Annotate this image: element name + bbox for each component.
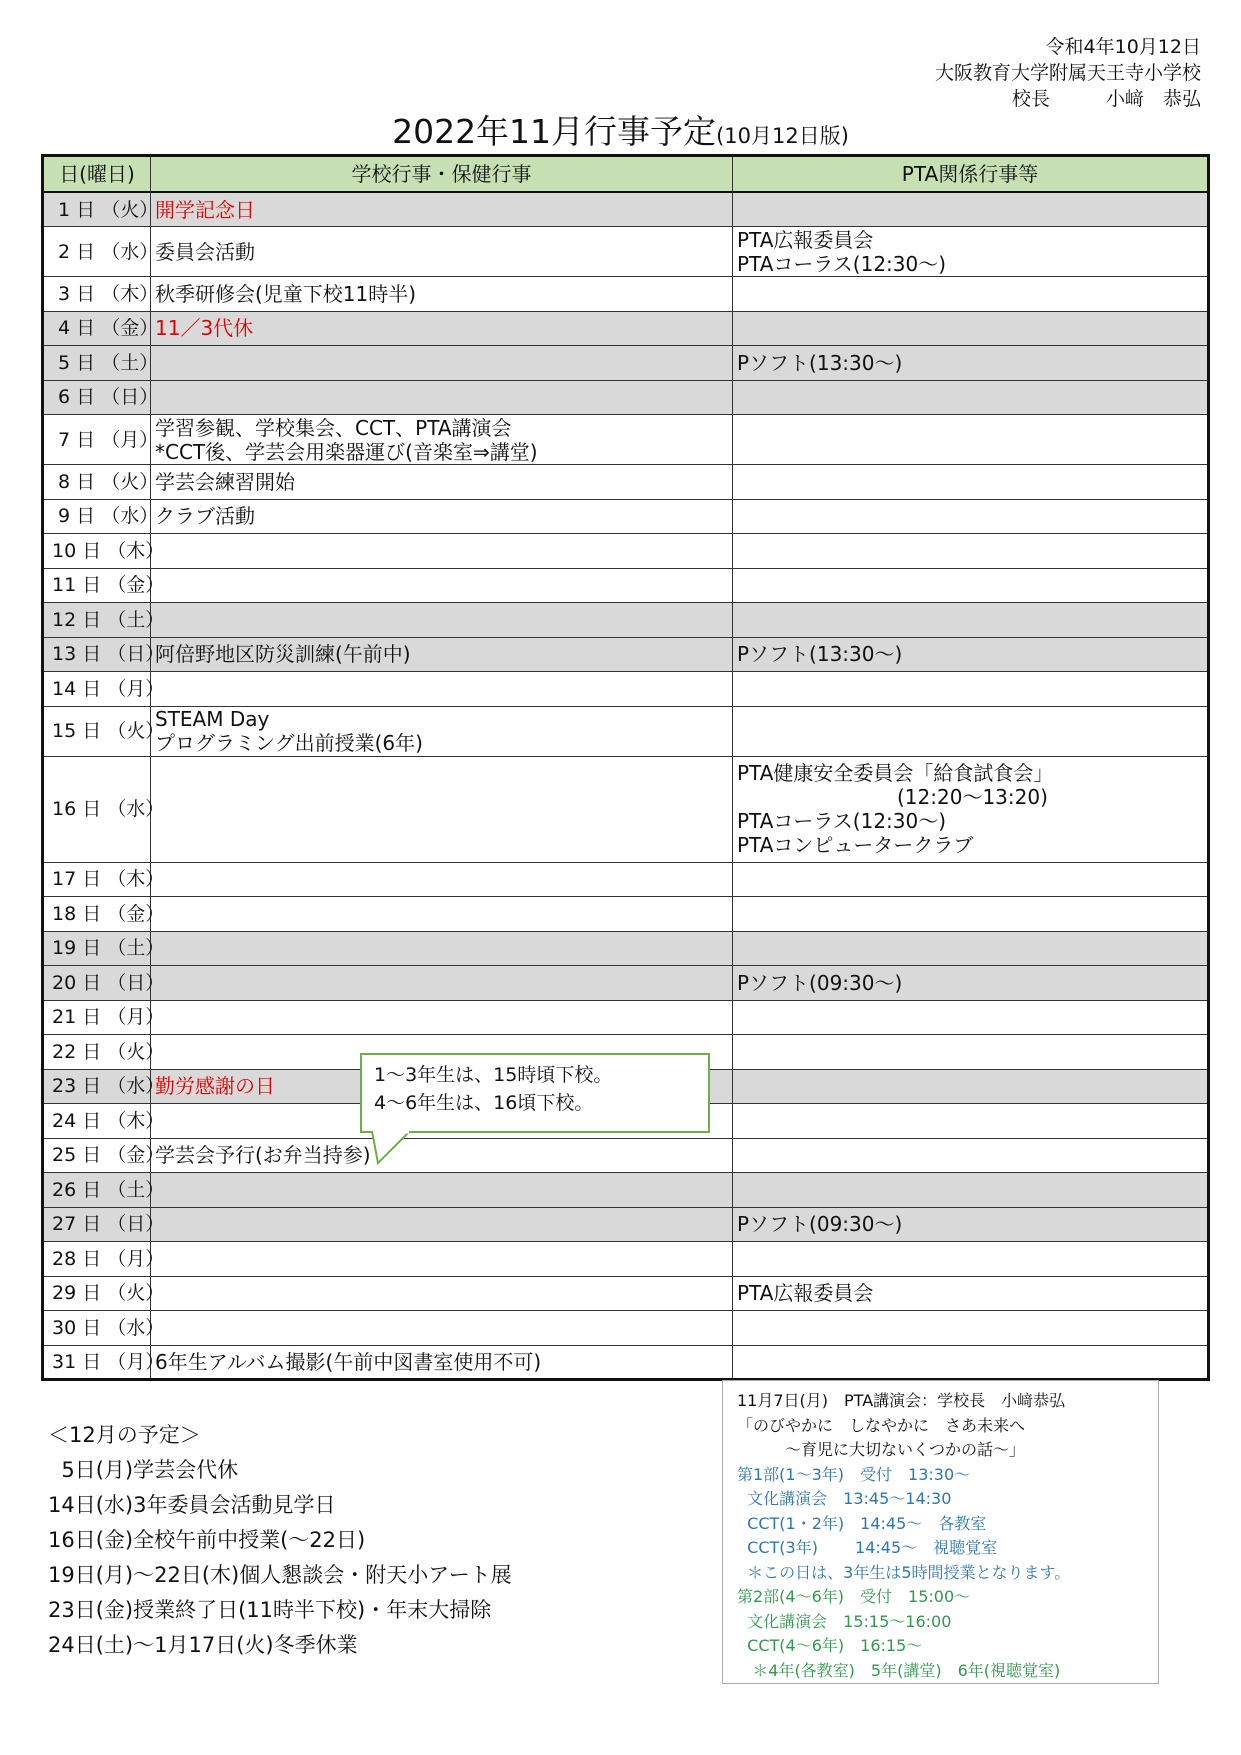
title-main: 2022年11月行事予定	[392, 112, 717, 151]
row-school-event	[151, 1276, 733, 1311]
lecture-line: 「のびやかに しなやかに さあ未来へ	[737, 1415, 1026, 1435]
row-school-event	[151, 415, 733, 465]
row-date: 7 日 （月）	[43, 415, 151, 465]
row-pta-event	[733, 499, 1209, 534]
row-date: 19 日 （土）	[43, 931, 151, 966]
row-date: 2 日 （水）	[43, 227, 151, 277]
table-row	[43, 568, 1209, 603]
row-pta-event	[733, 672, 1209, 707]
table-row	[43, 192, 1209, 227]
table-row	[43, 1276, 1209, 1311]
row-pta-event	[733, 465, 1209, 500]
row-school-event	[151, 672, 733, 707]
row-school-event	[151, 227, 733, 277]
lecture-line: CCT(4～6年) 16:15～	[737, 1636, 923, 1655]
row-school-event	[151, 862, 733, 897]
row-date: 31 日 （月）	[43, 1345, 151, 1380]
school-event-text: 学芸会予行(お弁当持参)	[155, 1143, 371, 1168]
row-school-event	[151, 1173, 733, 1208]
title-version: (10月12日版)	[716, 124, 849, 148]
dismissal-callout	[360, 1053, 710, 1133]
lecture-line: 文化講演会 13:45～14:30	[737, 1489, 952, 1508]
table-row	[43, 1138, 1209, 1173]
row-pta-event	[733, 192, 1209, 227]
row-pta-event	[733, 227, 1209, 277]
december-title: ＜12月の予定＞	[48, 1423, 201, 1447]
school-event-text: 学芸会練習開始	[155, 469, 295, 494]
row-date: 12 日 （土）	[43, 603, 151, 638]
row-pta-event	[733, 603, 1209, 638]
lecture-line: ＊この日は、3年生は5時間授業となります。	[737, 1562, 1071, 1582]
row-date: 30 日 （水）	[43, 1311, 151, 1346]
lecture-line: 第2部(4～6年) 受付 15:00～	[737, 1587, 971, 1606]
issue-date: 令和4年10月12日	[1045, 36, 1201, 58]
lecture-line: 11月7日(月) PTA講演会：学校長 小﨑恭弘	[737, 1391, 1066, 1410]
table-row	[43, 534, 1209, 569]
pta-event-text: PTA広報委員会 PTAコーラス(12:30～)	[737, 227, 947, 276]
table-row	[43, 603, 1209, 638]
lecture-line: ～育児に大切ないくつかの話～」	[737, 1440, 1026, 1459]
row-pta-event	[733, 897, 1209, 932]
document-header	[935, 34, 1201, 112]
row-school-event	[151, 897, 733, 932]
row-pta-event	[733, 1207, 1209, 1242]
row-school-event	[151, 192, 733, 227]
lecture-line: 第1部(1～3年) 受付 13:30～	[737, 1464, 971, 1484]
row-date: 18 日 （金）	[43, 897, 151, 932]
row-pta-event	[733, 931, 1209, 966]
table-row	[43, 897, 1209, 932]
principal	[935, 86, 1201, 112]
row-school-event	[151, 1242, 733, 1277]
row-pta-event	[733, 311, 1209, 346]
school-name: 大阪教育大学附属天王寺小学校	[934, 62, 1201, 84]
row-pta-event	[733, 862, 1209, 897]
table-row	[43, 277, 1209, 312]
lecture-line: CCT(3年) 14:45～ 視聴覚室	[737, 1538, 998, 1557]
table-row	[43, 1242, 1209, 1277]
table-row	[43, 966, 1209, 1001]
pta-event-text: Pソフト(13:30～)	[737, 350, 903, 375]
row-date: 1 日 （火）	[43, 192, 151, 227]
row-school-event	[151, 931, 733, 966]
row-date: 21 日 （月）	[43, 1000, 151, 1035]
row-date: 13 日 （日）	[43, 637, 151, 672]
row-date: 24 日 （木）	[43, 1104, 151, 1139]
row-pta-event	[733, 756, 1209, 862]
row-date: 14 日 （月）	[43, 672, 151, 707]
table-row	[43, 672, 1209, 707]
school-event-text: 委員会活動	[155, 239, 255, 264]
row-school-event	[151, 465, 733, 500]
row-date: 16 日 （水）	[43, 756, 151, 862]
principal-title: 校長	[1011, 88, 1050, 110]
row-pta-event	[733, 380, 1209, 415]
table-row	[43, 1345, 1209, 1380]
row-school-event	[151, 568, 733, 603]
table-row	[43, 380, 1209, 415]
row-date: 4 日 （金）	[43, 311, 151, 346]
table-row	[43, 1207, 1209, 1242]
row-school-event	[151, 499, 733, 534]
school-event-text: 学習参観、学校集会、CCT、PTA講演会 *CCT後、学芸会用楽器運び(音楽室⇒講堂)	[155, 415, 538, 464]
callout-line-1: 1～3年生は、15時頃下校。	[374, 1064, 613, 1086]
table-row	[43, 311, 1209, 346]
row-pta-event	[733, 277, 1209, 312]
table-row	[43, 346, 1209, 381]
row-pta-event	[733, 1345, 1209, 1380]
row-pta-event	[733, 706, 1209, 756]
row-school-event	[151, 637, 733, 672]
row-date: 6 日 （日）	[43, 380, 151, 415]
school-event-text: 秋季研修会(児童下校11時半)	[155, 281, 417, 306]
row-school-event	[151, 277, 733, 312]
row-school-event	[151, 311, 733, 346]
pta-event-text: Pソフト(09:30～)	[737, 970, 903, 995]
row-date: 15 日 （火）	[43, 706, 151, 756]
table-row	[43, 499, 1209, 534]
table-row	[43, 706, 1209, 756]
row-school-event	[151, 1138, 733, 1173]
row-date: 5 日 （土）	[43, 346, 151, 381]
row-pta-event	[733, 568, 1209, 603]
row-school-event	[151, 966, 733, 1001]
school-event-text: 11／3代休	[155, 316, 254, 341]
row-pta-event	[733, 1242, 1209, 1277]
row-school-event	[151, 756, 733, 862]
table-row	[43, 227, 1209, 277]
row-date: 20 日 （日）	[43, 966, 151, 1001]
table-row	[43, 1000, 1209, 1035]
table-row	[43, 1311, 1209, 1346]
row-pta-event	[733, 1000, 1209, 1035]
callout-line-2: 4～6年生は、16頃下校。	[374, 1092, 594, 1114]
row-pta-event	[733, 346, 1209, 381]
row-date: 8 日 （火）	[43, 465, 151, 500]
row-school-event	[151, 346, 733, 381]
pta-event-text: Pソフト(13:30～)	[737, 642, 903, 667]
schedule-table	[41, 154, 1210, 1381]
december-item: 23日(金)授業終了日(11時半下校)・年末大掃除	[48, 1598, 492, 1622]
row-pta-event	[733, 415, 1209, 465]
table-row	[43, 1173, 1209, 1208]
row-school-event	[151, 534, 733, 569]
header-date: 日(曜日)	[43, 156, 151, 193]
table-header-row	[43, 156, 1209, 193]
december-item: 16日(金)全校午前中授業(～22日)	[48, 1528, 366, 1552]
pta-event-text: Pソフト(09:30～)	[737, 1212, 903, 1237]
row-pta-event	[733, 966, 1209, 1001]
row-pta-event	[733, 1311, 1209, 1346]
school-event-text: クラブ活動	[155, 504, 255, 529]
row-date: 27 日 （日）	[43, 1207, 151, 1242]
row-school-event	[151, 1207, 733, 1242]
december-item: 14日(水)3年委員会活動見学日	[48, 1493, 336, 1517]
table-row	[43, 756, 1209, 862]
row-date: 22 日 （火）	[43, 1035, 151, 1070]
lecture-line: ＊4年(各教室) 5年(講堂) 6年(視聴覚室)	[737, 1660, 1061, 1680]
row-date: 25 日 （金）	[43, 1138, 151, 1173]
lecture-info-box	[722, 1380, 1159, 1684]
school-event-text: 阿倍野地区防災訓練(午前中)	[155, 642, 411, 667]
row-pta-event	[733, 534, 1209, 569]
row-date: 3 日 （木）	[43, 277, 151, 312]
pta-event-text: PTA健康安全委員会「給食試食会」 (12:20～13:20) PTAコーラス(12:30～) PTAコンピュータークラブ	[737, 761, 1054, 857]
row-school-event	[151, 380, 733, 415]
row-pta-event	[733, 1173, 1209, 1208]
row-date: 9 日 （水）	[43, 499, 151, 534]
row-date: 26 日 （土）	[43, 1173, 151, 1208]
row-date: 23 日 （水）	[43, 1069, 151, 1104]
header-school-events: 学校行事・保健行事	[151, 156, 733, 193]
table-row	[43, 931, 1209, 966]
december-schedule	[48, 1418, 512, 1663]
school-event-text: 勤労感謝の日	[155, 1074, 275, 1099]
december-item: 19日(月)～22日(木)個人懇談会・附天小アート展	[48, 1563, 512, 1587]
school-event-text: 6年生アルバム撮影(午前中図書室使用不可)	[155, 1349, 542, 1374]
page-title	[0, 112, 1241, 156]
row-pta-event	[733, 1138, 1209, 1173]
row-school-event	[151, 603, 733, 638]
table-row	[43, 465, 1209, 500]
lecture-line: 文化講演会 15:15～16:00	[737, 1611, 952, 1631]
row-school-event	[151, 1345, 733, 1380]
row-school-event	[151, 1311, 733, 1346]
row-pta-event	[733, 637, 1209, 672]
december-item: 24日(土)～1月17日(火)冬季休業	[48, 1633, 358, 1657]
row-date: 28 日 （月）	[43, 1242, 151, 1277]
row-date: 29 日 （火）	[43, 1276, 151, 1311]
lecture-line: CCT(1・2年) 14:45～ 各教室	[737, 1513, 987, 1533]
table-row	[43, 862, 1209, 897]
row-pta-event	[733, 1035, 1209, 1070]
principal-name: 小﨑 恭弘	[1105, 88, 1201, 110]
row-school-event	[151, 706, 733, 756]
december-item: 5日(月)学芸会代休	[48, 1458, 239, 1482]
table-row	[43, 637, 1209, 672]
schedule-body	[43, 192, 1209, 1380]
row-date: 17 日 （木）	[43, 862, 151, 897]
row-pta-event	[733, 1104, 1209, 1139]
pta-event-text: PTA広報委員会	[737, 1281, 874, 1306]
row-school-event	[151, 1000, 733, 1035]
school-event-text: STEAM Day プログラミング出前授業(6年)	[155, 707, 423, 755]
row-date: 11 日 （金）	[43, 568, 151, 603]
row-date: 10 日 （木）	[43, 534, 151, 569]
header-pta-events: PTA関係行事等	[733, 156, 1209, 193]
school-event-text: 開学記念日	[155, 197, 255, 222]
row-pta-event	[733, 1276, 1209, 1311]
table-row	[43, 415, 1209, 465]
row-pta-event	[733, 1069, 1209, 1104]
callout-tail	[370, 1131, 430, 1165]
